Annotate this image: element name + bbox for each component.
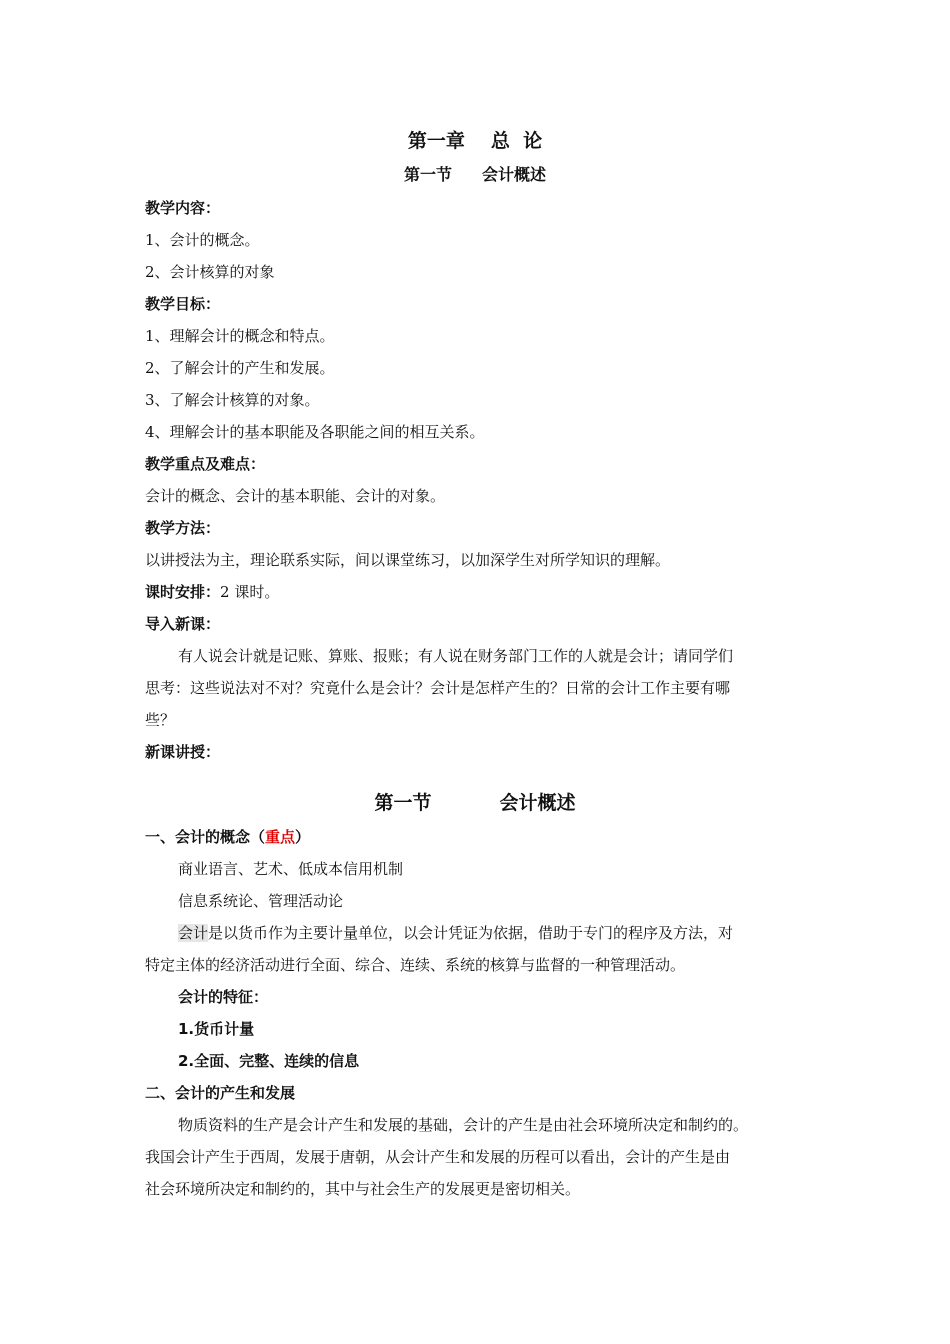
feature-item-2: 2.全面、完整、连续的信息 xyxy=(178,1052,360,1070)
part2-line-1: 物质资料的生产是会计产生和发展的基础，会计的产生是由社会环境所决定和制约的。 xyxy=(178,1116,749,1134)
chapter-number: 第一章 xyxy=(407,130,465,152)
new-lesson-label: 新课讲授： xyxy=(145,743,221,761)
part2-heading: 二、会计的产生和发展 xyxy=(145,1084,296,1102)
section-subtitle xyxy=(0,164,950,186)
goal-item-3: 3、了解会计核算的对象。 xyxy=(145,391,320,409)
part1-heading-text: 一、会计的概念（ xyxy=(145,828,266,846)
intro-label: 导入新课： xyxy=(145,615,221,633)
feature-item-1: 1.货币计量 xyxy=(178,1020,255,1038)
key-mark: 重点 xyxy=(265,828,296,846)
chapter-title xyxy=(0,128,950,154)
section-heading xyxy=(0,790,950,816)
goal-item-1: 1、理解会计的概念和特点。 xyxy=(145,327,335,345)
section-number: 第一节 xyxy=(403,165,452,184)
section-heading-number: 第一节 xyxy=(374,792,432,814)
definition-line-1 xyxy=(178,922,733,944)
content-item-1: 1、会计的概念。 xyxy=(145,231,260,249)
definition-term: 会计 xyxy=(178,924,209,942)
goal-item-4: 4、理解会计的基本职能及各职能之间的相互关系。 xyxy=(145,423,485,441)
concept-line-1: 商业语言、艺术、低成本信用机制 xyxy=(178,860,404,878)
section-heading-name: 会计概述 xyxy=(499,792,576,814)
method-text: 以讲授法为主，理论联系实际，间以课堂练习，以加深学生对所学知识的理解。 xyxy=(145,551,671,569)
part1-heading xyxy=(145,826,310,848)
features-label: 会计的特征： xyxy=(178,988,269,1006)
key-points-label: 教学重点及难点： xyxy=(145,455,266,473)
hours-label: 课时安排： xyxy=(145,583,221,601)
definition-text: 是以货币作为主要计量单位，以会计凭证为依据，借助于专门的程序及方法，对 xyxy=(208,924,734,942)
concept-line-2: 信息系统论、管理活动论 xyxy=(178,892,344,910)
method-label: 教学方法： xyxy=(145,519,221,537)
intro-line-1: 有人说会计就是记账、算账、报账；有人说在财务部门工作的人就是会计；请同学们 xyxy=(178,647,734,665)
intro-line-3: 些？ xyxy=(145,711,176,729)
goal-item-2: 2、了解会计的产生和发展。 xyxy=(145,359,335,377)
part1-heading-end: ） xyxy=(295,828,311,846)
goals-label: 教学目标： xyxy=(145,295,221,313)
chapter-name: 总 论 xyxy=(490,130,543,152)
key-points-text: 会计的概念、会计的基本职能、会计的对象。 xyxy=(145,487,446,505)
part2-line-2: 我国会计产生于西周，发展于唐朝，从会计产生和发展的历程可以看出，会计的产生是由 xyxy=(145,1148,731,1166)
hours-value: 2 课时。 xyxy=(220,583,280,601)
section-name: 会计概述 xyxy=(482,165,547,184)
part2-line-3: 社会环境所决定和制约的，其中与社会生产的发展更是密切相关。 xyxy=(145,1180,581,1198)
definition-line-2: 特定主体的经济活动进行全面、综合、连续、系统的核算与监督的一种管理活动。 xyxy=(145,956,686,974)
content-label: 教学内容： xyxy=(145,199,221,217)
hours-line xyxy=(145,581,279,603)
intro-line-2: 思考：这些说法对不对？究竟什么是会计？会计是怎样产生的？日常的会计工作主要有哪 xyxy=(145,679,731,697)
content-item-2: 2、会计核算的对象 xyxy=(145,263,275,281)
